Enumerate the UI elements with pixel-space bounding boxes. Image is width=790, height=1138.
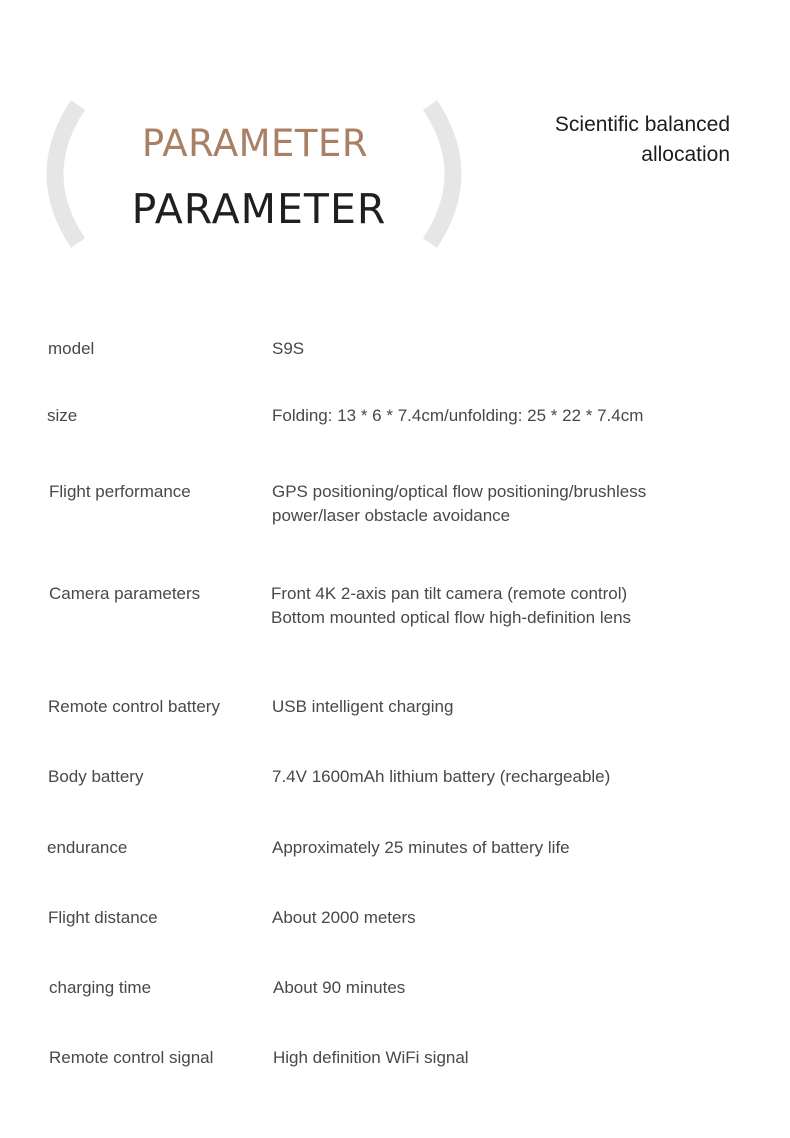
tagline-line: Scientific balanced: [554, 113, 730, 136]
spec-value: [272, 906, 752, 930]
spec-label: size: [47, 406, 78, 425]
spec-value-line: Approximately 25 minutes of battery life: [272, 838, 570, 857]
spec-value-line: High definition WiFi signal: [273, 1048, 469, 1067]
spec-value-line: Front 4K 2-axis pan tilt camera (remote control): [271, 584, 628, 603]
spec-value: [273, 1046, 753, 1070]
spec-value-line: About 90 minutes: [273, 978, 406, 997]
spec-value: [271, 582, 751, 630]
tagline: [470, 110, 730, 170]
right-bracket-decoration: [400, 70, 510, 270]
spec-value: [272, 695, 752, 719]
spec-value-line: Bottom mounted optical flow high-definition lens: [271, 608, 632, 627]
spec-value: [272, 404, 752, 428]
spec-value-line: GPS positioning/optical flow positioning/brushless: [272, 482, 647, 501]
spec-value-line: 7.4V 1600mAh lithium battery (rechargeable): [272, 767, 611, 786]
tagline-line: allocation: [641, 143, 730, 166]
spec-label: Body battery: [48, 767, 144, 786]
spec-label: model: [48, 339, 95, 358]
left-bracket-decoration: [30, 70, 140, 270]
spec-value-line: About 2000 meters: [272, 908, 416, 927]
section-title: PARAMETER: [131, 185, 387, 233]
spec-label: Remote control signal: [49, 1048, 214, 1067]
spec-label: charging time: [49, 978, 152, 997]
spec-value: [272, 765, 752, 789]
spec-value: [272, 337, 752, 361]
section-title-accent: PARAMETER: [141, 122, 369, 165]
spec-label: Flight distance: [48, 908, 158, 927]
spec-value: [273, 976, 753, 1000]
spec-label: Camera parameters: [49, 584, 201, 603]
spec-value-line: power/laser obstacle avoidance: [272, 506, 511, 525]
spec-label: endurance: [47, 838, 128, 857]
spec-value: [272, 836, 752, 860]
spec-label: Flight performance: [49, 482, 191, 501]
spec-label: Remote control battery: [48, 697, 220, 716]
spec-value-line: Folding: 13 * 6 * 7.4cm/unfolding: 25 * 22 * 7.4cm: [272, 406, 644, 425]
spec-value-line: USB intelligent charging: [272, 697, 454, 716]
spec-value: [272, 480, 752, 528]
spec-value-line: S9S: [272, 339, 305, 358]
